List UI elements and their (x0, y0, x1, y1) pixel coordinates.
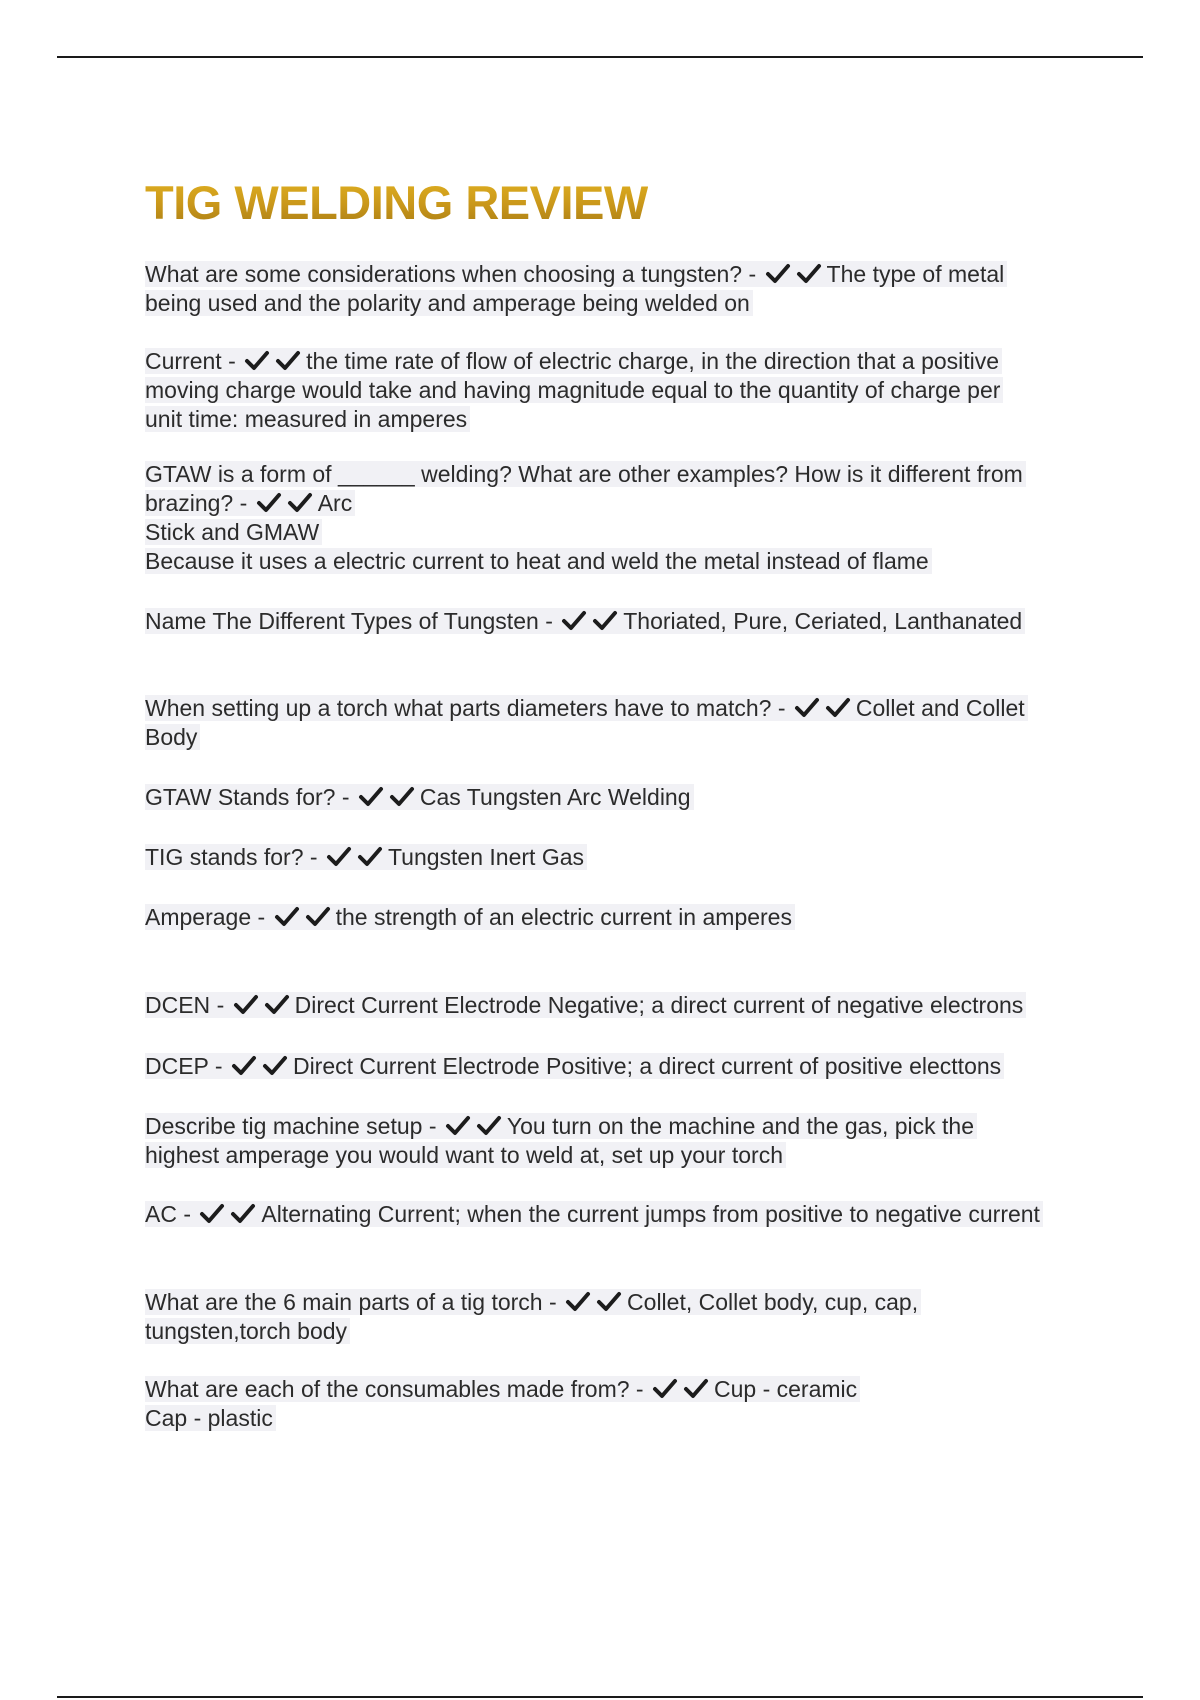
answer-text: Stick and GMAW (145, 519, 322, 545)
answer-text: Cas Tungsten Arc Welding (419, 784, 691, 810)
page-title: TIG WELDING REVIEW (145, 176, 648, 229)
qa-item: When setting up a torch what parts diameters have to match? - Collet and Collet Body (145, 694, 1028, 752)
answer-text: Collet, Collet body, cup, cap, (627, 1289, 919, 1315)
question-text: What are some considerations when choosing a tungsten? (145, 261, 743, 287)
double-check-icon (254, 489, 316, 518)
question-text: brazing? (145, 490, 234, 516)
double-check-icon (229, 1052, 291, 1081)
double-check-icon (763, 260, 825, 289)
double-check-icon (324, 843, 386, 872)
question-text: Current (145, 348, 222, 374)
answer-text: the strength of an electric current in amperes (335, 904, 792, 930)
double-check-icon (231, 991, 293, 1020)
qa-item: TIG stands for? - Tungsten Inert Gas (145, 843, 587, 872)
double-check-icon (792, 694, 854, 723)
double-check-icon (559, 607, 621, 636)
answer-text: Collet and Collet (855, 695, 1025, 721)
answer-text: Direct Current Electrode Positive; a direct current of positive electtons (292, 1053, 1002, 1079)
answer-text: tungsten,torch body (145, 1318, 350, 1344)
bottom-rule (57, 1696, 1143, 1698)
qa-item: Name The Different Types of Tungsten - Thoriated, Pure, Ceriated, Lanthanated (145, 607, 1025, 636)
question-text: DCEN (145, 992, 211, 1018)
question-text: What are each of the consumables made from? (145, 1376, 630, 1402)
question-text: AC (145, 1201, 177, 1227)
qa-item: Describe tig machine setup - You turn on the machine and the gas, pick the highest amperage you would want to weld at, set up your torch (145, 1112, 977, 1170)
double-check-icon (242, 347, 304, 376)
qa-item: DCEN - Direct Current Electrode Negative; a direct current of negative electrons (145, 991, 1026, 1020)
qa-item: Amperage - the strength of an electric current in amperes (145, 903, 795, 932)
answer-text: Cup - ceramic (713, 1376, 858, 1402)
answer-text: Cap - plastic (145, 1405, 276, 1431)
answer-text: Alternating Current; when the current jumps from positive to negative current (261, 1201, 1040, 1227)
answer-text: highest amperage you would want to weld at, set up your torch (145, 1142, 786, 1168)
question-text: TIG stands for? (145, 844, 304, 870)
answer-text: the time rate of flow of electric charge, in the direction that a positive (306, 348, 1000, 374)
qa-item: DCEP - Direct Current Electrode Positive; a direct current of positive electtons (145, 1052, 1004, 1081)
double-check-icon (356, 783, 418, 812)
answer-text: Direct Current Electrode Negative; a direct current of negative electrons (294, 992, 1024, 1018)
question-text: What are the 6 main parts of a tig torch (145, 1289, 543, 1315)
double-check-icon (443, 1112, 505, 1141)
question-text: GTAW is a form of ______ welding? What are other examples? How is it different from (145, 461, 1026, 487)
qa-item: What are each of the consumables made from? - Cup - ceramic Cap - plastic (145, 1375, 860, 1433)
question-text: DCEP (145, 1053, 209, 1079)
double-check-icon (563, 1288, 625, 1317)
double-check-icon (197, 1200, 259, 1229)
double-check-icon (650, 1375, 712, 1404)
qa-item: GTAW Stands for? - Cas Tungsten Arc Welding (145, 783, 694, 812)
answer-text: Body (145, 724, 200, 750)
answer-text: moving charge would take and having magnitude equal to the quantity of charge per (145, 377, 1003, 403)
qa-item: What are the 6 main parts of a tig torch - Collet, Collet body, cup, cap, tungsten,torch body (145, 1288, 921, 1346)
question-text: GTAW Stands for? (145, 784, 336, 810)
qa-item: What are some considerations when choosing a tungsten? - The type of metal being used and the polarity and amperage being welded on (145, 260, 1007, 318)
qa-item: Current - the time rate of flow of electric charge, in the direction that a positive moving charge would take and having magnitude equal to the quantity of charge per unit time: measured in amperes (145, 347, 1003, 434)
answer-text: You turn on the machine and the gas, pick the (506, 1113, 975, 1139)
question-text: Amperage (145, 904, 252, 930)
qa-item: GTAW is a form of ______ welding? What are other examples? How is it different from brazing? - Arc Stick and GMAW Because it uses a electric current to heat and weld the metal instead of flame (145, 460, 1026, 576)
answer-text: Thoriated, Pure, Ceriated, Lanthanated (623, 608, 1023, 634)
qa-item: AC - Alternating Current; when the current jumps from positive to negative current (145, 1200, 1043, 1229)
question-text: Name The Different Types of Tungsten (145, 608, 539, 634)
answer-text: unit time: measured in amperes (145, 406, 470, 432)
answer-text: Tungsten Inert Gas (387, 844, 584, 870)
answer-text: being used and the polarity and amperage being welded on (145, 290, 753, 316)
top-rule (57, 56, 1143, 58)
answer-text: The type of metal (826, 261, 1005, 287)
question-text: When setting up a torch what parts diameters have to match? (145, 695, 772, 721)
answer-text: Arc (317, 490, 353, 516)
question-text: Describe tig machine setup (145, 1113, 423, 1139)
double-check-icon (272, 903, 334, 932)
answer-text: Because it uses a electric current to heat and weld the metal instead of flame (145, 548, 932, 574)
